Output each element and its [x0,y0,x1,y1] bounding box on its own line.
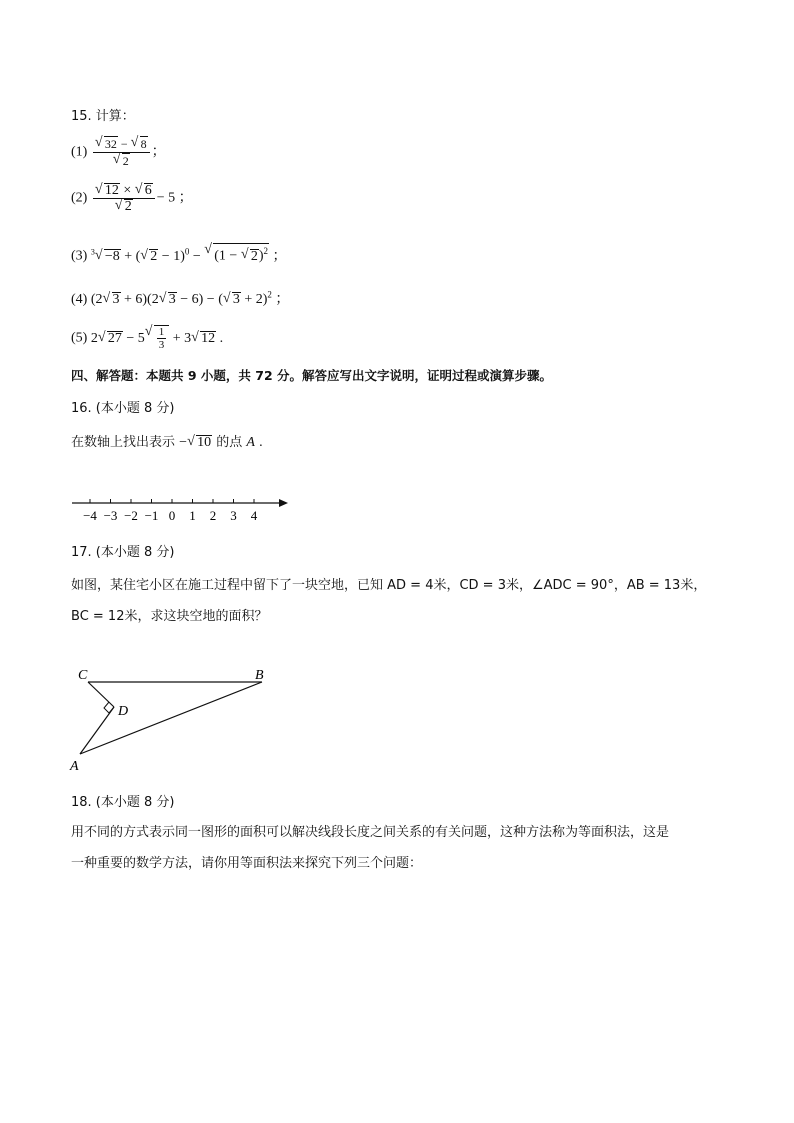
segment-ab [80,682,262,754]
number-line-tick-label: 1 [189,508,196,523]
q15-item-2-label: (2) [71,190,88,206]
q15-item-3 [71,243,287,265]
number-line [60,488,300,528]
q16-point-label: A [246,435,255,450]
q15-item-4-formula: (2√ 3 + 6)(2√ 3 − 6) − (√ 3 + 2)$^2$ ； [91,292,290,307]
point-c-label: C [78,668,88,683]
number-line-tick-label: −3 [103,508,118,523]
number-line-tick-label: −4 [83,508,97,523]
point-a-label: A [70,759,79,774]
q16-text-after: 的点 [216,435,243,450]
q18-line-1: 用不同的方式表示同一图形的面积可以解决线段长度之间关系的有关问题，这种方法称为等面积法，这是 [71,825,670,840]
point-d-label: D [118,704,129,719]
q16-end: . [259,435,263,450]
right-angle-mark [104,702,114,713]
number-line-tick-label: 2 [209,508,217,523]
q15-item-1: (1) √ 32 − √ 8 √ 2 ； [71,136,166,169]
q15-item-3-formula: $^3$√ −8 + (√ 2 − 1)$^0$ − √ (1 − √ 2)$^2$ ； [91,249,287,264]
q16-text [71,431,263,451]
point-b-label: B [255,668,264,683]
q15-item-1-label: (1) [71,144,88,160]
number-line-tick-label: 4 [250,508,258,523]
q15-item-5-label: (5) [71,330,88,346]
q17-figure [66,662,276,777]
section4-heading: 四、解答题：本题共 9 小题，共 72 分。解答应写出文字说明，证明过程或演算步骤。 [71,368,553,383]
number-line-tick-label: −2 [124,508,138,523]
q16-text-before: 在数轴上找出表示 [71,435,176,450]
q16-heading: 16. (本小题 8 分) [71,401,175,416]
number-line-tick-label: 3 [230,508,237,523]
q18-line-2: 一种重要的数学方法，请你用等面积法来探究下列三个问题： [71,856,423,871]
q15-item-1-formula: √ 32 − √ 8 √ 2 [93,136,150,169]
number-line-tick-label: −1 [144,508,159,523]
q18-heading: 18. (本小题 8 分) [71,795,175,810]
q15-item-5 [71,325,223,351]
q15-item-2-formula: √ 12 × √ 6 √ 2 [93,183,155,214]
q15-item-4-label: (4) [71,292,88,307]
number-line-arrow [279,499,288,507]
q15-item-2: (2) √ 12 × √ 6 √ 2 − 5 ； [71,183,193,214]
q15-item-5-formula: 2√ 27 − 5 √ $\frac{1}{3}$ + 3√ 12 . [91,331,223,346]
q15-item-4 [71,288,289,308]
q17-heading: 17. (本小题 8 分) [71,545,175,560]
q17-line-1: 如图，某住宅小区在施工过程中留下了一块空地，已知 AD = 4米，CD = 3米，∠ADC = 90°，AB = 13米， [71,578,707,593]
q16-math: −√ 10 [179,435,212,450]
q15-item-3-label: (3) [71,248,88,264]
number-line-tick-label: 0 [168,508,176,523]
q15-heading: 15. 计算： [71,109,135,124]
segment-cd [88,682,114,707]
q17-line-2: BC = 12米，求这块空地的面积？ [71,609,268,624]
